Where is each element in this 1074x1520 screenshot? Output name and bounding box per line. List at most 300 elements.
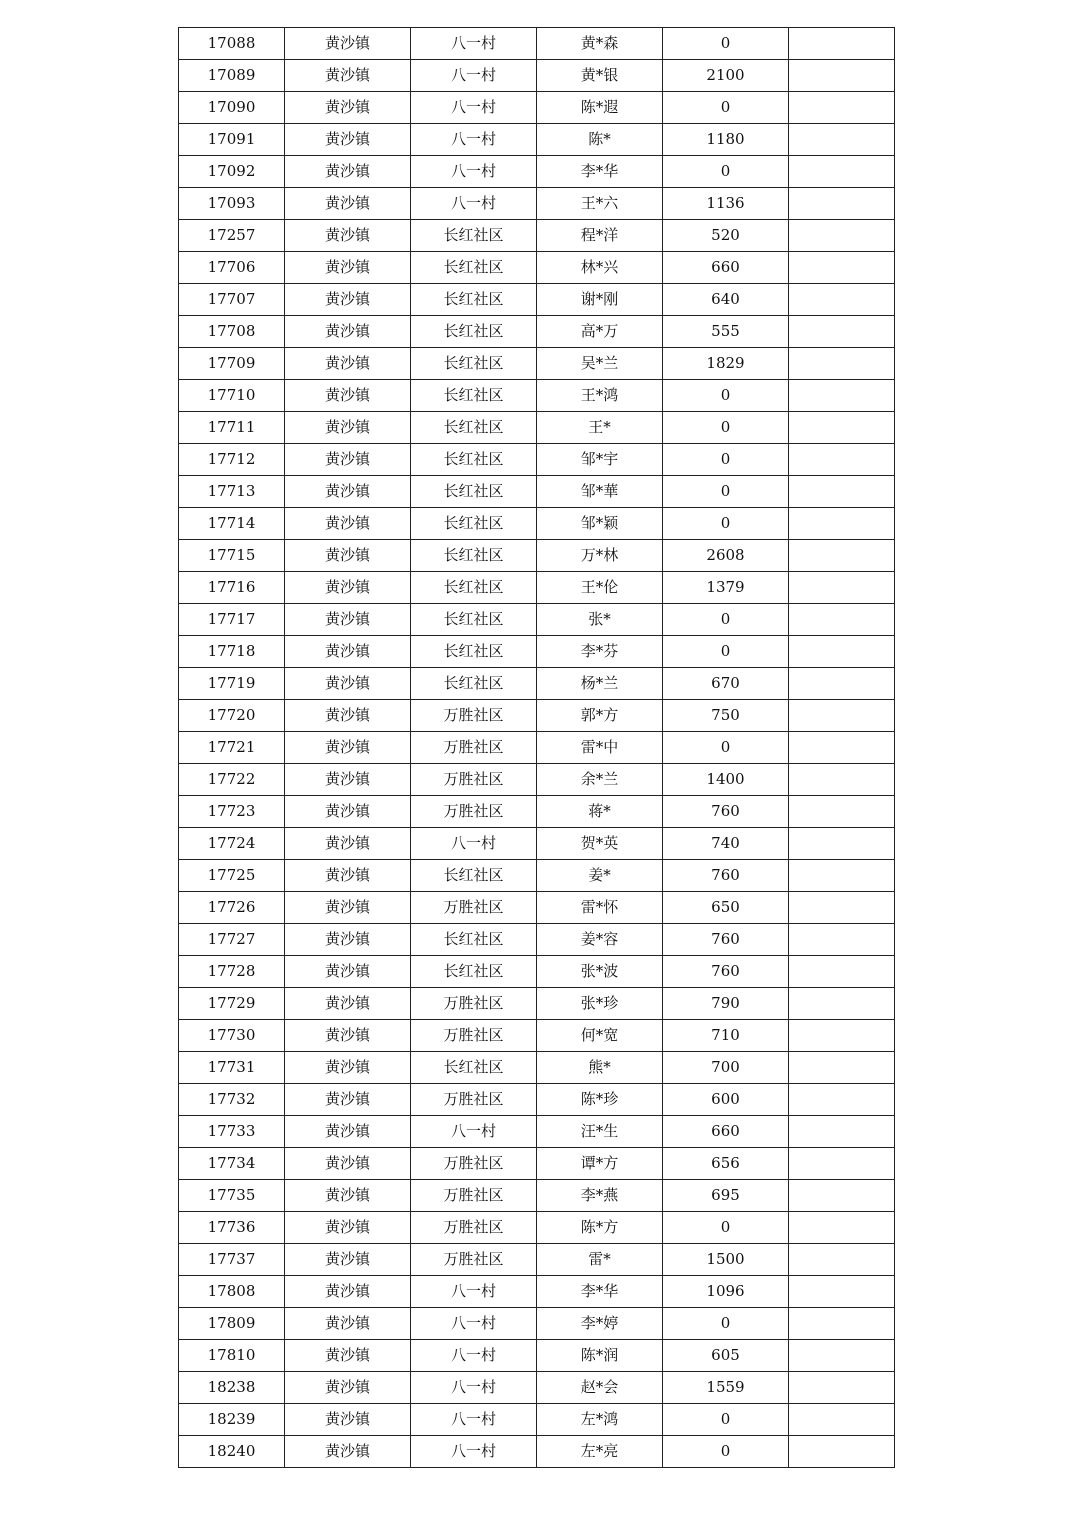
village-cell: 八一村 [411,188,537,220]
row-id-cell: 17719 [179,668,285,700]
row-id-cell: 17708 [179,316,285,348]
table-row [179,1308,895,1340]
village-cell: 八一村 [411,1436,537,1468]
note-cell [789,796,895,828]
note-cell [789,1084,895,1116]
note-cell [789,60,895,92]
village-cell: 八一村 [411,1372,537,1404]
amount-cell: 0 [663,28,789,60]
town-cell: 黄沙镇 [285,1052,411,1084]
name-cell: 余*兰 [537,764,663,796]
town-cell: 黄沙镇 [285,1436,411,1468]
town-cell: 黄沙镇 [285,412,411,444]
village-cell: 长红社区 [411,284,537,316]
town-cell: 黄沙镇 [285,732,411,764]
amount-cell: 640 [663,284,789,316]
village-cell: 八一村 [411,1404,537,1436]
note-cell [789,956,895,988]
note-cell [789,700,895,732]
town-cell: 黄沙镇 [285,604,411,636]
table-row [179,444,895,476]
table-row [179,188,895,220]
name-cell: 陈*润 [537,1340,663,1372]
name-cell: 左*鸿 [537,1404,663,1436]
name-cell: 张* [537,604,663,636]
note-cell [789,284,895,316]
row-id-cell: 17725 [179,860,285,892]
amount-cell: 760 [663,924,789,956]
village-cell: 长红社区 [411,540,537,572]
name-cell: 陈* [537,124,663,156]
note-cell [789,604,895,636]
table-row [179,892,895,924]
note-cell [789,252,895,284]
village-cell: 八一村 [411,1116,537,1148]
row-id-cell: 17731 [179,1052,285,1084]
note-cell [789,1276,895,1308]
note-cell [789,1020,895,1052]
town-cell: 黄沙镇 [285,476,411,508]
row-id-cell: 17716 [179,572,285,604]
village-cell: 万胜社区 [411,1180,537,1212]
village-cell: 万胜社区 [411,892,537,924]
name-cell: 陈*珍 [537,1084,663,1116]
town-cell: 黄沙镇 [285,316,411,348]
village-cell: 长红社区 [411,1052,537,1084]
town-cell: 黄沙镇 [285,156,411,188]
row-id-cell: 17723 [179,796,285,828]
table-row [179,284,895,316]
name-cell: 姜* [537,860,663,892]
town-cell: 黄沙镇 [285,1212,411,1244]
table-row [179,636,895,668]
amount-cell: 740 [663,828,789,860]
name-cell: 李*芬 [537,636,663,668]
amount-cell: 600 [663,1084,789,1116]
row-id-cell: 17093 [179,188,285,220]
village-cell: 万胜社区 [411,1020,537,1052]
note-cell [789,1212,895,1244]
village-cell: 长红社区 [411,508,537,540]
name-cell: 陈*方 [537,1212,663,1244]
town-cell: 黄沙镇 [285,1084,411,1116]
row-id-cell: 17257 [179,220,285,252]
amount-cell: 1096 [663,1276,789,1308]
town-cell: 黄沙镇 [285,1276,411,1308]
town-cell: 黄沙镇 [285,668,411,700]
village-cell: 长红社区 [411,572,537,604]
table-row [179,1116,895,1148]
row-id-cell: 17720 [179,700,285,732]
name-cell: 汪*生 [537,1116,663,1148]
amount-cell: 0 [663,1404,789,1436]
row-id-cell: 17732 [179,1084,285,1116]
note-cell [789,892,895,924]
town-cell: 黄沙镇 [285,220,411,252]
name-cell: 雷*怀 [537,892,663,924]
amount-cell: 760 [663,956,789,988]
village-cell: 长红社区 [411,924,537,956]
name-cell: 王* [537,412,663,444]
name-cell: 雷*中 [537,732,663,764]
table-row [179,28,895,60]
village-cell: 万胜社区 [411,732,537,764]
row-id-cell: 17724 [179,828,285,860]
table-row [179,956,895,988]
amount-cell: 1136 [663,188,789,220]
row-id-cell: 17729 [179,988,285,1020]
name-cell: 邹*宇 [537,444,663,476]
table-row [179,572,895,604]
amount-cell: 0 [663,1436,789,1468]
amount-cell: 760 [663,860,789,892]
amount-cell: 0 [663,636,789,668]
note-cell [789,124,895,156]
note-cell [789,1244,895,1276]
name-cell: 蒋* [537,796,663,828]
table-row [179,252,895,284]
row-id-cell: 17706 [179,252,285,284]
amount-cell: 700 [663,1052,789,1084]
table-row [179,988,895,1020]
table-row [179,348,895,380]
row-id-cell: 17733 [179,1116,285,1148]
amount-cell: 0 [663,412,789,444]
row-id-cell: 17088 [179,28,285,60]
table-row [179,764,895,796]
village-cell: 八一村 [411,92,537,124]
village-cell: 万胜社区 [411,1212,537,1244]
amount-cell: 2608 [663,540,789,572]
name-cell: 陈*遐 [537,92,663,124]
table-row [179,540,895,572]
note-cell [789,348,895,380]
town-cell: 黄沙镇 [285,444,411,476]
name-cell: 左*亮 [537,1436,663,1468]
note-cell [789,1372,895,1404]
note-cell [789,1436,895,1468]
village-cell: 长红社区 [411,668,537,700]
name-cell: 王*六 [537,188,663,220]
village-cell: 万胜社区 [411,700,537,732]
amount-cell: 660 [663,1116,789,1148]
name-cell: 赵*会 [537,1372,663,1404]
amount-cell: 660 [663,252,789,284]
village-cell: 长红社区 [411,604,537,636]
town-cell: 黄沙镇 [285,284,411,316]
town-cell: 黄沙镇 [285,1148,411,1180]
row-id-cell: 17735 [179,1180,285,1212]
town-cell: 黄沙镇 [285,860,411,892]
village-cell: 万胜社区 [411,1148,537,1180]
row-id-cell: 17711 [179,412,285,444]
village-cell: 八一村 [411,1340,537,1372]
note-cell [789,1404,895,1436]
town-cell: 黄沙镇 [285,540,411,572]
town-cell: 黄沙镇 [285,924,411,956]
table-row [179,1148,895,1180]
town-cell: 黄沙镇 [285,28,411,60]
village-cell: 长红社区 [411,956,537,988]
row-id-cell: 17710 [179,380,285,412]
name-cell: 张*波 [537,956,663,988]
row-id-cell: 17726 [179,892,285,924]
village-cell: 万胜社区 [411,988,537,1020]
note-cell [789,444,895,476]
table-row [179,220,895,252]
amount-cell: 1400 [663,764,789,796]
amount-cell: 0 [663,476,789,508]
row-id-cell: 17737 [179,1244,285,1276]
name-cell: 黄*森 [537,28,663,60]
name-cell: 李*华 [537,156,663,188]
row-id-cell: 17727 [179,924,285,956]
village-cell: 长红社区 [411,412,537,444]
amount-cell: 0 [663,1308,789,1340]
table-row [179,860,895,892]
name-cell: 高*万 [537,316,663,348]
table-row [179,1340,895,1372]
name-cell: 张*珍 [537,988,663,1020]
town-cell: 黄沙镇 [285,1404,411,1436]
amount-cell: 710 [663,1020,789,1052]
town-cell: 黄沙镇 [285,1116,411,1148]
note-cell [789,316,895,348]
name-cell: 李*燕 [537,1180,663,1212]
amount-cell: 1829 [663,348,789,380]
row-id-cell: 17089 [179,60,285,92]
row-id-cell: 17090 [179,92,285,124]
town-cell: 黄沙镇 [285,572,411,604]
note-cell [789,1180,895,1212]
town-cell: 黄沙镇 [285,1308,411,1340]
row-id-cell: 17709 [179,348,285,380]
note-cell [789,220,895,252]
town-cell: 黄沙镇 [285,124,411,156]
table-row [179,1276,895,1308]
name-cell: 邹*華 [537,476,663,508]
name-cell: 王*伦 [537,572,663,604]
name-cell: 李*华 [537,1276,663,1308]
amount-cell: 650 [663,892,789,924]
town-cell: 黄沙镇 [285,764,411,796]
table-row [179,924,895,956]
name-cell: 万*林 [537,540,663,572]
row-id-cell: 18240 [179,1436,285,1468]
note-cell [789,156,895,188]
town-cell: 黄沙镇 [285,92,411,124]
table-row [179,668,895,700]
amount-cell: 695 [663,1180,789,1212]
town-cell: 黄沙镇 [285,700,411,732]
village-cell: 长红社区 [411,252,537,284]
row-id-cell: 17721 [179,732,285,764]
village-cell: 八一村 [411,124,537,156]
table-row [179,412,895,444]
row-id-cell: 17808 [179,1276,285,1308]
town-cell: 黄沙镇 [285,796,411,828]
row-id-cell: 17712 [179,444,285,476]
note-cell [789,636,895,668]
amount-cell: 0 [663,604,789,636]
note-cell [789,476,895,508]
note-cell [789,380,895,412]
name-cell: 姜*容 [537,924,663,956]
amount-cell: 0 [663,732,789,764]
note-cell [789,508,895,540]
data-table [178,27,895,1468]
note-cell [789,188,895,220]
amount-cell: 2100 [663,60,789,92]
name-cell: 谢*刚 [537,284,663,316]
town-cell: 黄沙镇 [285,188,411,220]
amount-cell: 555 [663,316,789,348]
row-id-cell: 18239 [179,1404,285,1436]
table-row [179,828,895,860]
amount-cell: 605 [663,1340,789,1372]
amount-cell: 790 [663,988,789,1020]
name-cell: 邹*颖 [537,508,663,540]
village-cell: 长红社区 [411,860,537,892]
name-cell: 贺*英 [537,828,663,860]
name-cell: 雷* [537,1244,663,1276]
name-cell: 谭*方 [537,1148,663,1180]
village-cell: 万胜社区 [411,1084,537,1116]
row-id-cell: 17091 [179,124,285,156]
row-id-cell: 17715 [179,540,285,572]
row-id-cell: 17810 [179,1340,285,1372]
amount-cell: 1379 [663,572,789,604]
note-cell [789,924,895,956]
table-row [179,156,895,188]
table-row [179,1404,895,1436]
village-cell: 八一村 [411,828,537,860]
town-cell: 黄沙镇 [285,1020,411,1052]
village-cell: 长红社区 [411,444,537,476]
town-cell: 黄沙镇 [285,60,411,92]
amount-cell: 670 [663,668,789,700]
amount-cell: 0 [663,92,789,124]
name-cell: 吴*兰 [537,348,663,380]
town-cell: 黄沙镇 [285,956,411,988]
amount-cell: 0 [663,156,789,188]
name-cell: 黄*银 [537,60,663,92]
row-id-cell: 17713 [179,476,285,508]
table-row [179,476,895,508]
amount-cell: 0 [663,508,789,540]
row-id-cell: 17730 [179,1020,285,1052]
town-cell: 黄沙镇 [285,380,411,412]
name-cell: 程*洋 [537,220,663,252]
table-row [179,1020,895,1052]
name-cell: 林*兴 [537,252,663,284]
table-row [179,92,895,124]
row-id-cell: 17809 [179,1308,285,1340]
note-cell [789,1308,895,1340]
amount-cell: 1559 [663,1372,789,1404]
row-id-cell: 17722 [179,764,285,796]
table-row [179,1052,895,1084]
note-cell [789,732,895,764]
amount-cell: 656 [663,1148,789,1180]
town-cell: 黄沙镇 [285,252,411,284]
village-cell: 万胜社区 [411,796,537,828]
town-cell: 黄沙镇 [285,892,411,924]
note-cell [789,412,895,444]
row-id-cell: 17734 [179,1148,285,1180]
table-row [179,732,895,764]
amount-cell: 1500 [663,1244,789,1276]
village-cell: 长红社区 [411,220,537,252]
row-id-cell: 17707 [179,284,285,316]
note-cell [789,1340,895,1372]
village-cell: 万胜社区 [411,1244,537,1276]
amount-cell: 0 [663,1212,789,1244]
table-row [179,1244,895,1276]
amount-cell: 0 [663,380,789,412]
note-cell [789,572,895,604]
table-body [179,28,895,1468]
note-cell [789,28,895,60]
name-cell: 熊* [537,1052,663,1084]
village-cell: 八一村 [411,28,537,60]
village-cell: 八一村 [411,1276,537,1308]
note-cell [789,540,895,572]
village-cell: 八一村 [411,1308,537,1340]
town-cell: 黄沙镇 [285,988,411,1020]
town-cell: 黄沙镇 [285,1372,411,1404]
name-cell: 杨*兰 [537,668,663,700]
name-cell: 郭*方 [537,700,663,732]
town-cell: 黄沙镇 [285,1180,411,1212]
name-cell: 何*宽 [537,1020,663,1052]
village-cell: 长红社区 [411,636,537,668]
amount-cell: 1180 [663,124,789,156]
note-cell [789,92,895,124]
table-row [179,316,895,348]
table-row [179,1436,895,1468]
town-cell: 黄沙镇 [285,508,411,540]
village-cell: 长红社区 [411,348,537,380]
village-cell: 八一村 [411,60,537,92]
amount-cell: 750 [663,700,789,732]
note-cell [789,668,895,700]
row-id-cell: 17736 [179,1212,285,1244]
row-id-cell: 17717 [179,604,285,636]
town-cell: 黄沙镇 [285,636,411,668]
row-id-cell: 17728 [179,956,285,988]
amount-cell: 760 [663,796,789,828]
table-row [179,124,895,156]
table-row [179,1084,895,1116]
town-cell: 黄沙镇 [285,1340,411,1372]
note-cell [789,828,895,860]
amount-cell: 520 [663,220,789,252]
amount-cell: 0 [663,444,789,476]
row-id-cell: 17718 [179,636,285,668]
town-cell: 黄沙镇 [285,1244,411,1276]
table-row [179,604,895,636]
row-id-cell: 17092 [179,156,285,188]
village-cell: 万胜社区 [411,764,537,796]
town-cell: 黄沙镇 [285,828,411,860]
note-cell [789,988,895,1020]
table-row [179,508,895,540]
note-cell [789,1052,895,1084]
note-cell [789,860,895,892]
name-cell: 王*鸿 [537,380,663,412]
row-id-cell: 17714 [179,508,285,540]
